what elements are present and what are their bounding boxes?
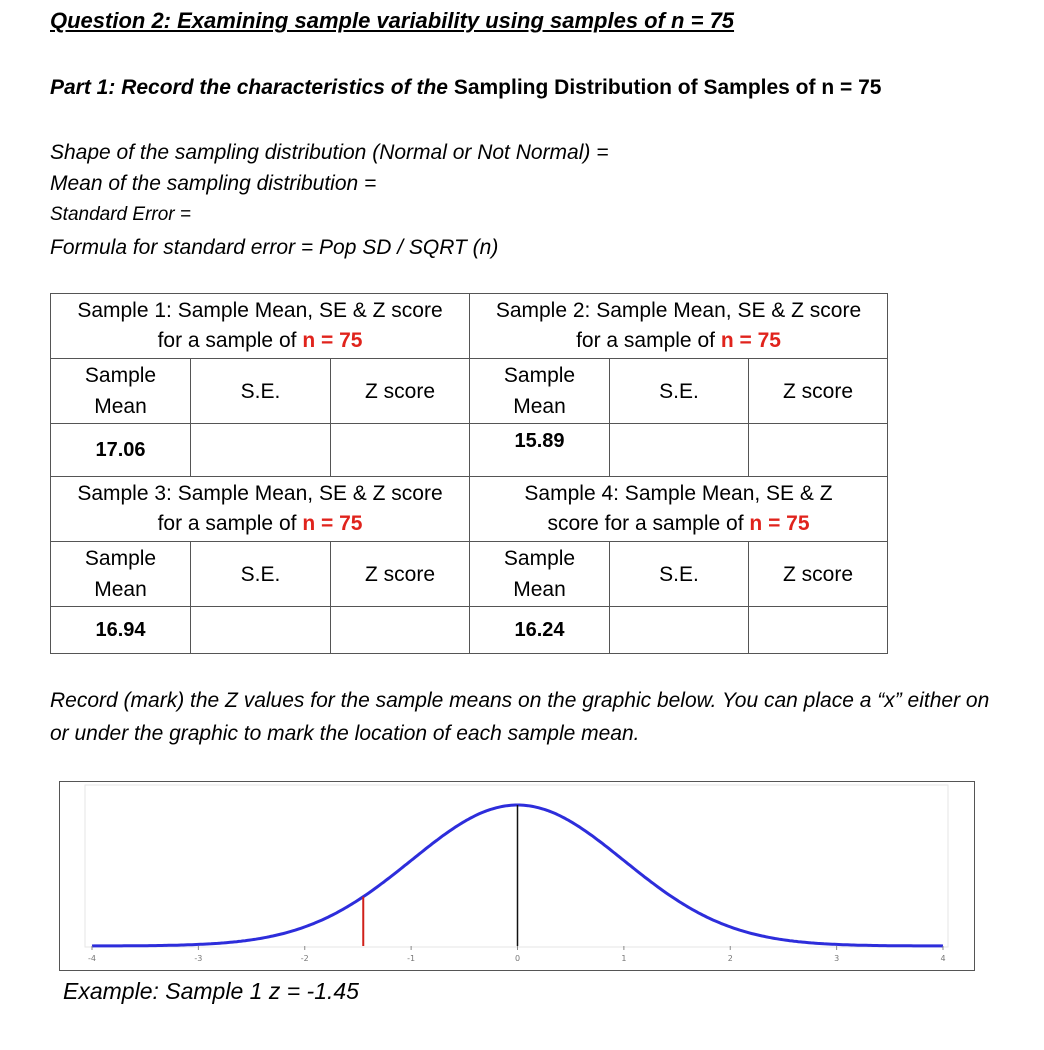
- sample-4-header: Sample 4: Sample Mean, SE & Z score for a sample of n = 75: [470, 477, 888, 542]
- sample-1-z-input[interactable]: [331, 424, 470, 477]
- sample-3-header: Sample 3: Sample Mean, SE & Z score for a sample of n = 75: [51, 477, 470, 542]
- field-formula: Formula for standard error = Pop SD / SQRT (n): [50, 236, 499, 259]
- tick-label: 4: [940, 954, 946, 963]
- sample-1-mean: 17.06: [51, 424, 191, 477]
- tick-label: -1: [407, 954, 416, 963]
- n-label: n = 75: [749, 512, 810, 535]
- question-title: Question 2: Examining sample variability using samples of n = 75: [50, 8, 735, 33]
- table-row: [51, 607, 888, 654]
- table-row: [51, 294, 888, 359]
- table-row: [51, 359, 888, 424]
- sample-4-se-input[interactable]: [610, 607, 749, 654]
- sample-1-se-input[interactable]: [191, 424, 331, 477]
- col-z-score: Z score: [331, 542, 470, 607]
- col-se: S.E.: [610, 542, 749, 607]
- sample-2-se-input[interactable]: [610, 424, 749, 477]
- normal-curve-chart: [59, 781, 976, 973]
- sample-4-mean: 16.24: [470, 607, 610, 654]
- part1-prefix: Part 1: Record the characteristics of the: [50, 76, 448, 99]
- field-standard-error: Standard Error =: [50, 204, 191, 225]
- tick-label: -3: [194, 954, 203, 963]
- sample-2-mean: 15.89: [470, 424, 610, 477]
- n-label: n = 75: [720, 329, 781, 352]
- n-label: n = 75: [302, 329, 363, 352]
- sample-3-z-input[interactable]: [331, 607, 470, 654]
- col-z-score: Z score: [331, 359, 470, 424]
- col-se: S.E.: [191, 542, 331, 607]
- tick-label: -2: [300, 954, 309, 963]
- col-se: S.E.: [191, 359, 331, 424]
- sample-3-se-input[interactable]: [191, 607, 331, 654]
- table-row: [51, 477, 888, 542]
- col-sample-mean: Sample Mean: [470, 542, 610, 607]
- table-row: [51, 542, 888, 607]
- tick-label: 1: [621, 954, 627, 963]
- tick-label: 3: [834, 954, 840, 963]
- sample-2-header: Sample 2: Sample Mean, SE & Z score for a sample of n = 75: [470, 294, 888, 359]
- sample-3-mean: 16.94: [51, 607, 191, 654]
- col-z-score: Z score: [749, 542, 888, 607]
- example-caption: Example: Sample 1 z = -1.45: [63, 978, 359, 1004]
- tick-label: -4: [88, 954, 96, 963]
- col-z-score: Z score: [749, 359, 888, 424]
- sample-2-z-input[interactable]: [749, 424, 888, 477]
- n-label: n = 75: [302, 512, 363, 535]
- col-se: S.E.: [610, 359, 749, 424]
- samples-table: [50, 293, 888, 654]
- col-sample-mean: Sample Mean: [470, 359, 610, 424]
- sample-4-z-input[interactable]: [749, 607, 888, 654]
- col-sample-mean: Sample Mean: [51, 359, 191, 424]
- table-row: [51, 424, 888, 477]
- field-mean: Mean of the sampling distribution =: [50, 172, 377, 195]
- col-sample-mean: Sample Mean: [51, 542, 191, 607]
- part1-heading: [50, 76, 881, 100]
- field-shape: Shape of the sampling distribution (Normal or Not Normal) =: [50, 141, 609, 164]
- record-instruction: Record (mark) the Z values for the sample means on the graphic below. You can place a “x” either on or under the graphic to mark the location of each sample mean.: [50, 689, 990, 745]
- sample-1-header: Sample 1: Sample Mean, SE & Z score for a sample of n = 75: [51, 294, 470, 359]
- tick-label: 0: [514, 954, 521, 963]
- tick-label: 2: [727, 954, 733, 963]
- part1-suffix: Sampling Distribution of Samples of n = 75: [453, 76, 882, 99]
